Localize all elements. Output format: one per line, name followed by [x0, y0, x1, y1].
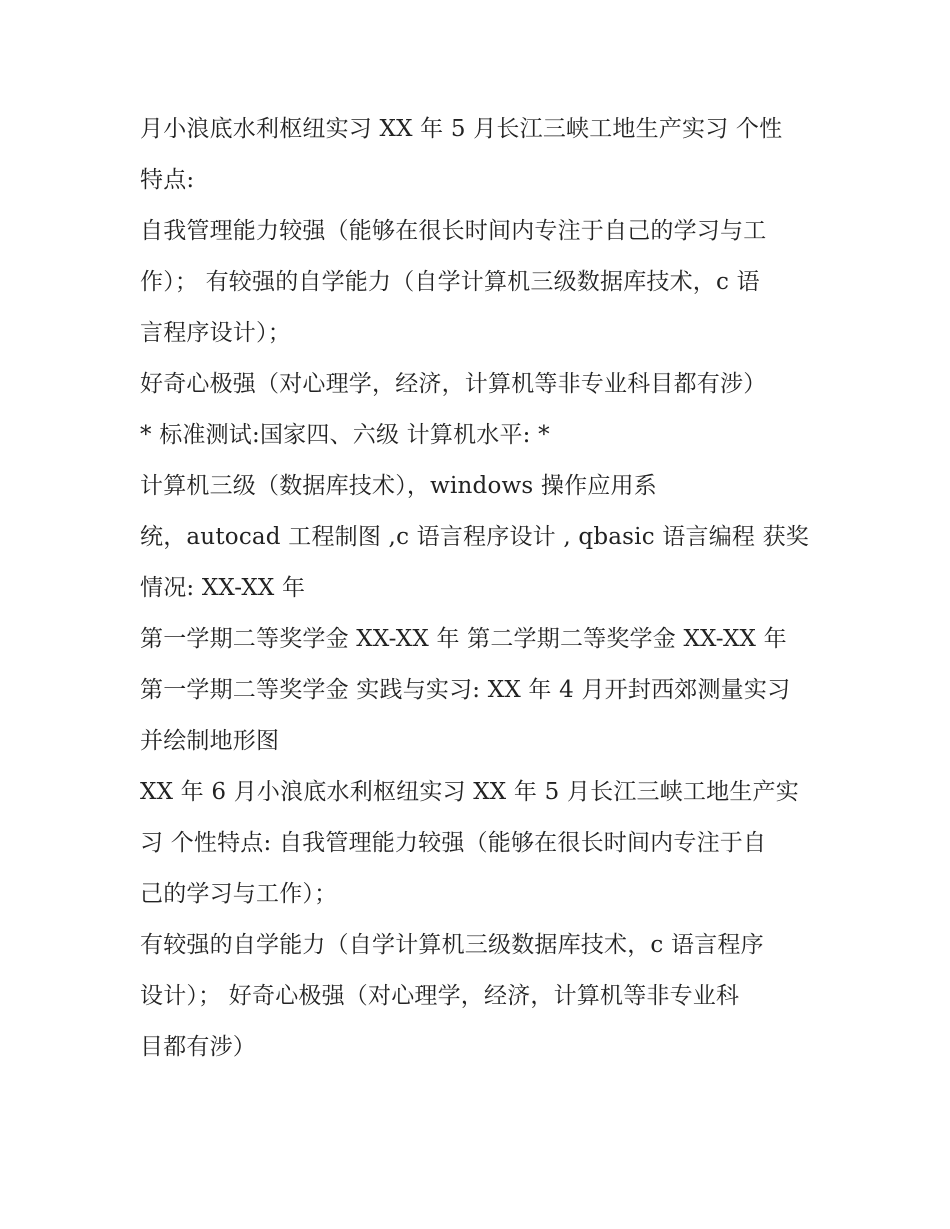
- text-line: 设计）； 好奇心极强（对心理学，经济，计算机等非专业科: [140, 983, 740, 1009]
- document-body: [140, 104, 830, 1073]
- text-line: 特点:: [140, 167, 195, 193]
- text-line: 作）； 有较强的自学能力（自学计算机三级数据库技术，c 语: [140, 269, 760, 295]
- text-line: 目都有涉）: [140, 1034, 256, 1060]
- text-line: 自我管理能力较强（能够在很长时间内专注于自己的学习与工: [140, 218, 767, 244]
- text-line: 情况: XX-XX 年: [140, 575, 306, 601]
- text-line: 有较强的自学能力（自学计算机三级数据库技术，c 语言程序: [140, 932, 764, 958]
- text-line: 月小浪底水利枢纽实习 XX 年 5 月长江三峡工地生产实习 个性: [140, 116, 783, 142]
- text-line: XX 年 6 月小浪底水利枢纽实习 XX 年 5 月长江三峡工地生产实: [140, 779, 799, 805]
- text-line: 言程序设计）；: [140, 320, 291, 346]
- text-line: 己的学习与工作）；: [140, 881, 338, 907]
- text-line: 计算机三级（数据库技术），windows 操作应用系: [140, 473, 657, 499]
- text-line: 好奇心极强（对心理学，经济，计算机等非专业科目都有涉）: [140, 371, 767, 397]
- text-line: 统，autocad 工程制图 ,c 语言程序设计 , qbasic 语言编程 获奖: [140, 524, 810, 550]
- text-line: 习 个性特点: 自我管理能力较强（能够在很长时间内专注于自: [140, 830, 767, 856]
- text-line: 第一学期二等奖学金 实践与实习: XX 年 4 月开封西郊测量实习: [140, 677, 791, 703]
- text-line: 第一学期二等奖学金 XX-XX 年 第二学期二等奖学金 XX-XX 年: [140, 626, 787, 652]
- text-line: 并绘制地形图: [140, 728, 280, 754]
- text-line: * 标准测试:国家四、六级 计算机水平: *: [140, 422, 550, 448]
